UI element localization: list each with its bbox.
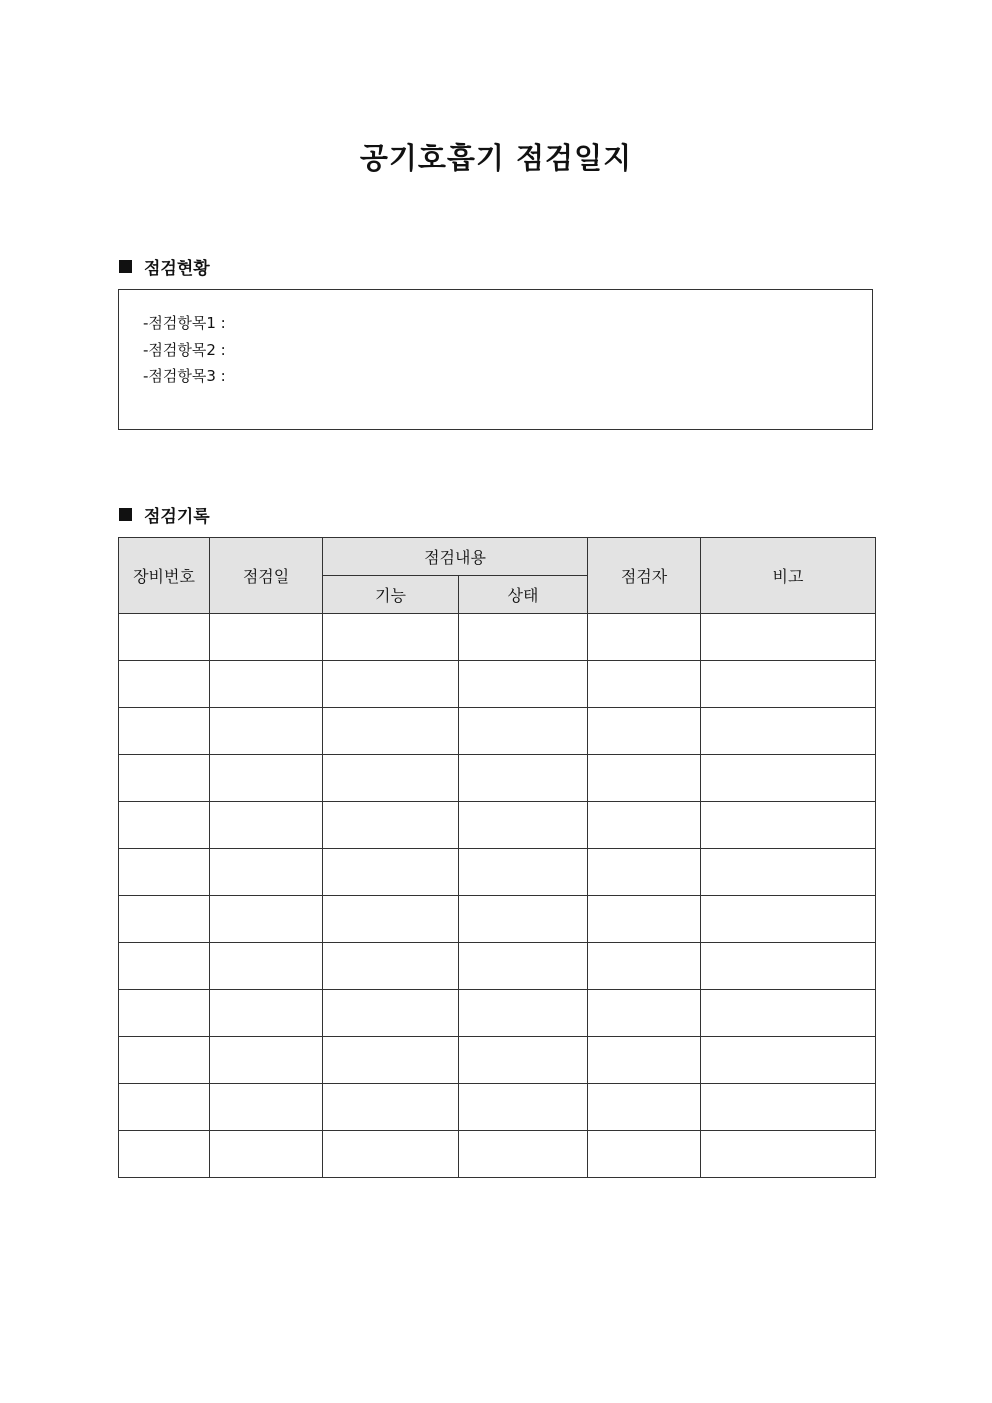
cell-inspector[interactable] <box>588 1131 701 1178</box>
cell-remarks[interactable] <box>701 1131 876 1178</box>
cell-inspector[interactable] <box>588 1037 701 1084</box>
cell-equipment-no[interactable] <box>119 802 210 849</box>
cell-function[interactable] <box>323 802 459 849</box>
cell-condition[interactable] <box>459 1131 588 1178</box>
header-equipment-no: 장비번호 <box>119 538 210 614</box>
cell-date[interactable] <box>210 755 323 802</box>
cell-date[interactable] <box>210 802 323 849</box>
cell-remarks[interactable] <box>701 1037 876 1084</box>
cell-condition[interactable] <box>459 990 588 1037</box>
cell-date[interactable] <box>210 1037 323 1084</box>
cell-inspector[interactable] <box>588 990 701 1037</box>
cell-equipment-no[interactable] <box>119 990 210 1037</box>
cell-equipment-no[interactable] <box>119 1084 210 1131</box>
cell-inspector[interactable] <box>588 1084 701 1131</box>
cell-remarks[interactable] <box>701 943 876 990</box>
cell-function[interactable] <box>323 1131 459 1178</box>
table-row <box>119 943 876 990</box>
status-section-title: 점검현황 <box>144 259 210 279</box>
table-row <box>119 849 876 896</box>
cell-equipment-no[interactable] <box>119 755 210 802</box>
cell-date[interactable] <box>210 661 323 708</box>
cell-date[interactable] <box>210 614 323 661</box>
cell-inspector[interactable] <box>588 661 701 708</box>
cell-date[interactable] <box>210 1131 323 1178</box>
record-section-heading <box>119 502 210 527</box>
square-bullet-icon <box>119 508 132 521</box>
cell-condition[interactable] <box>459 708 588 755</box>
cell-date[interactable] <box>210 896 323 943</box>
cell-remarks[interactable] <box>701 1084 876 1131</box>
status-items <box>143 310 226 390</box>
cell-date[interactable] <box>210 943 323 990</box>
cell-date[interactable] <box>210 990 323 1037</box>
cell-remarks[interactable] <box>701 708 876 755</box>
cell-condition[interactable] <box>459 755 588 802</box>
table-row <box>119 708 876 755</box>
table-row <box>119 802 876 849</box>
cell-inspector[interactable] <box>588 802 701 849</box>
cell-inspector[interactable] <box>588 943 701 990</box>
table-row <box>119 661 876 708</box>
cell-date[interactable] <box>210 1084 323 1131</box>
cell-condition[interactable] <box>459 614 588 661</box>
cell-inspector[interactable] <box>588 708 701 755</box>
cell-equipment-no[interactable] <box>119 896 210 943</box>
record-section-title: 점검기록 <box>144 507 210 527</box>
header-inspection-content: 점검내용 <box>323 538 588 576</box>
cell-inspector[interactable] <box>588 896 701 943</box>
status-item: -점검항목1 : <box>143 314 226 332</box>
cell-equipment-no[interactable] <box>119 1131 210 1178</box>
cell-remarks[interactable] <box>701 661 876 708</box>
cell-function[interactable] <box>323 1084 459 1131</box>
cell-condition[interactable] <box>459 943 588 990</box>
cell-condition[interactable] <box>459 1037 588 1084</box>
table-row <box>119 1084 876 1131</box>
table-row <box>119 990 876 1037</box>
cell-equipment-no[interactable] <box>119 943 210 990</box>
cell-function[interactable] <box>323 1037 459 1084</box>
cell-remarks[interactable] <box>701 849 876 896</box>
cell-function[interactable] <box>323 943 459 990</box>
cell-function[interactable] <box>323 990 459 1037</box>
cell-function[interactable] <box>323 849 459 896</box>
cell-remarks[interactable] <box>701 614 876 661</box>
status-section-heading <box>119 254 210 279</box>
cell-date[interactable] <box>210 849 323 896</box>
cell-condition[interactable] <box>459 661 588 708</box>
cell-condition[interactable] <box>459 849 588 896</box>
cell-remarks[interactable] <box>701 755 876 802</box>
table-row <box>119 1037 876 1084</box>
cell-remarks[interactable] <box>701 990 876 1037</box>
header-condition: 상태 <box>459 576 588 614</box>
table-row <box>119 614 876 661</box>
table-row <box>119 1131 876 1178</box>
cell-function[interactable] <box>323 896 459 943</box>
cell-equipment-no[interactable] <box>119 614 210 661</box>
record-rows <box>119 614 876 1178</box>
header-remarks: 비고 <box>701 538 876 614</box>
cell-equipment-no[interactable] <box>119 1037 210 1084</box>
inspection-record-table <box>118 537 876 1178</box>
header-function: 기능 <box>323 576 459 614</box>
cell-condition[interactable] <box>459 896 588 943</box>
cell-inspector[interactable] <box>588 614 701 661</box>
cell-inspector[interactable] <box>588 755 701 802</box>
cell-date[interactable] <box>210 708 323 755</box>
status-item: -점검항목2 : <box>143 340 226 359</box>
status-item: -점검항목3 : <box>143 367 226 385</box>
status-box <box>118 289 873 430</box>
cell-equipment-no[interactable] <box>119 661 210 708</box>
cell-remarks[interactable] <box>701 802 876 849</box>
cell-remarks[interactable] <box>701 896 876 943</box>
table-row <box>119 896 876 943</box>
header-inspection-date: 점검일 <box>210 538 323 614</box>
cell-inspector[interactable] <box>588 849 701 896</box>
cell-function[interactable] <box>323 614 459 661</box>
cell-equipment-no[interactable] <box>119 849 210 896</box>
cell-function[interactable] <box>323 708 459 755</box>
header-inspector: 점검자 <box>588 538 701 614</box>
square-bullet-icon <box>119 260 132 273</box>
cell-function[interactable] <box>323 755 459 802</box>
cell-condition[interactable] <box>459 802 588 849</box>
cell-condition[interactable] <box>459 1084 588 1131</box>
table-row <box>119 755 876 802</box>
cell-equipment-no[interactable] <box>119 708 210 755</box>
cell-function[interactable] <box>323 661 459 708</box>
document-title: 공기호흡기 점검일지 <box>359 141 633 175</box>
